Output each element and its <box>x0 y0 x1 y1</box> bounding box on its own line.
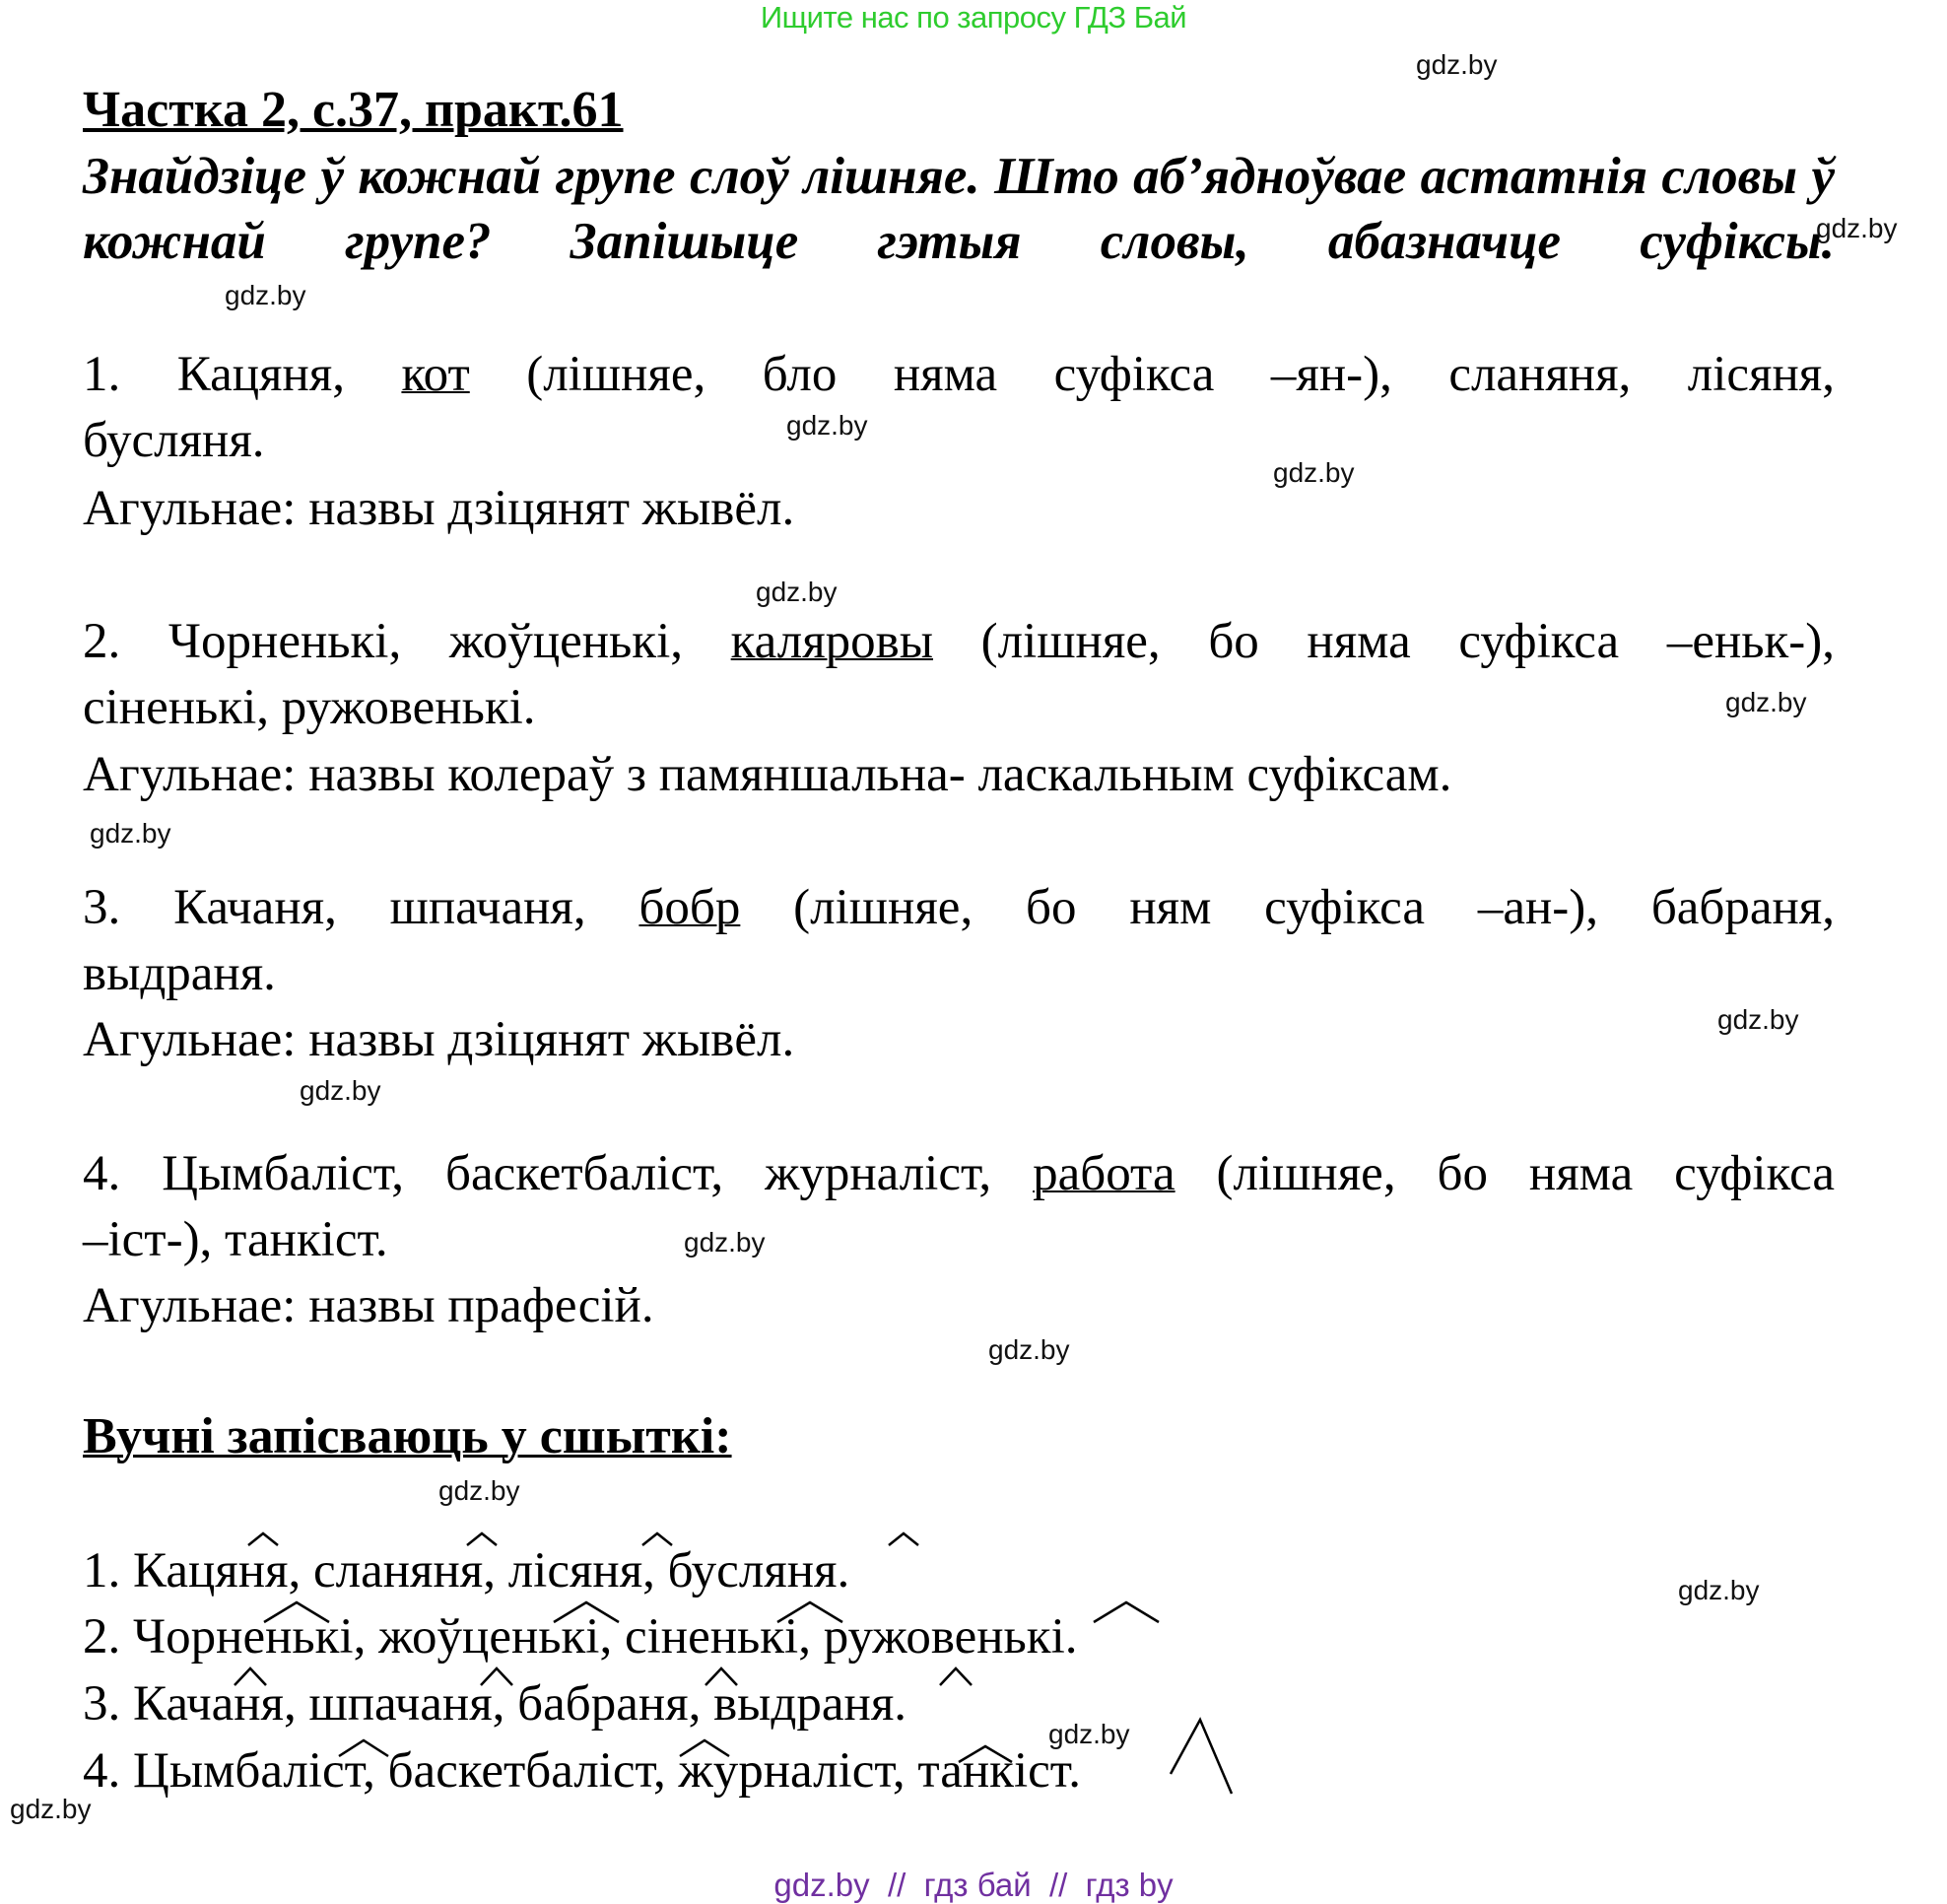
watermark: gdz.by <box>438 1475 520 1506</box>
watermark: gdz.by <box>1416 49 1498 80</box>
suffix-arc <box>889 1533 918 1545</box>
notebook-line-2: 2. Чорненькі, жоўценькі, сіненькі, ружовенькі. <box>83 1609 1078 1665</box>
watermark: gdz.by <box>1816 213 1898 243</box>
item-1-line-1: 1. Кацяня, кот (лішняе, бло няма суфікса –ян-), сланяня, лісяня, <box>83 347 1836 402</box>
notebook-line-1: 1. Кацяня, сланяня, лісяня, бусляня. <box>83 1543 850 1598</box>
notebook-line-3: 3. Качаня, шпачаня, бабраня, выдраня. <box>83 1676 907 1732</box>
item-2-line-1: 2. Чорненькі, жоўценькі, каляровы (лішняе, бо няма суфікса –еньк-), <box>83 614 1836 669</box>
watermark: gdz.by <box>786 410 868 441</box>
watermark: gdz.by <box>988 1334 1070 1365</box>
item-4-line-2: –іст-), танкіст. <box>83 1212 388 1267</box>
notebook-line-4: 4. Цымбаліст, баскетбаліст, журналіст, танкіст. <box>83 1743 1081 1799</box>
extra-word: бобр <box>638 880 741 935</box>
item-1-common: Агульнае: назвы дзіцянят жывёл. <box>83 481 795 536</box>
watermark: gdz.by <box>10 1794 92 1824</box>
item-2-common: Агульнае: назвы колераў з памяншальна- ласкальным суфіксам. <box>83 747 1452 802</box>
item-3-line-1: 3. Качаня, шпачаня, бобр (лішняе, бо ням суфікса –ан-), бабраня, <box>83 880 1835 935</box>
search-banner: Ищите нас по запросу ГДЗ Бай <box>760 0 1187 34</box>
suffix-arc <box>1094 1602 1159 1622</box>
watermark: gdz.by <box>90 818 171 849</box>
item-3-common: Агульнае: назвы дзіцянят жывёл. <box>83 1012 795 1067</box>
suffix-arc <box>1171 1720 1232 1794</box>
item-3-line-2: выдраня. <box>83 946 276 1001</box>
watermark: gdz.by <box>1048 1719 1130 1749</box>
watermark: gdz.by <box>684 1227 766 1258</box>
item-4-common: Агульнае: назвы прафесій. <box>83 1278 654 1333</box>
suffix-arc <box>940 1668 972 1685</box>
extra-word: каляровы <box>730 614 934 669</box>
task-text: Знайдзіце ў кожнай групе слоў лішняе. Што аб’ядноўвае астатнія словы ў кожнай групе? Запішыце гэтыя словы, абазначце суфіксы. <box>83 148 1835 270</box>
watermark: gdz.by <box>1717 1004 1799 1035</box>
extra-word: кот <box>401 347 470 402</box>
section-title: Вучні запісваюць у сшыткі: <box>83 1408 732 1464</box>
watermark: gdz.by <box>300 1075 381 1106</box>
watermark: gdz.by <box>1678 1575 1760 1605</box>
page-title: Частка 2, с.37, практ.61 <box>83 82 624 138</box>
footer-links: gdz.by // гдз бай // гдз by <box>773 1867 1174 1903</box>
watermark: gdz.by <box>225 280 306 310</box>
watermark: gdz.by <box>756 577 838 607</box>
item-1-line-2: бусляня. <box>83 413 265 468</box>
extra-word: работа <box>1033 1146 1175 1201</box>
item-4-line-1: 4. Цымбаліст, баскетбаліст, журналіст, работа (лішняе, бо няма суфікса <box>83 1146 1835 1201</box>
item-2-line-2: сіненькі, ружовенькі. <box>83 680 536 735</box>
watermark: gdz.by <box>1725 687 1807 717</box>
watermark: gdz.by <box>1273 457 1355 488</box>
